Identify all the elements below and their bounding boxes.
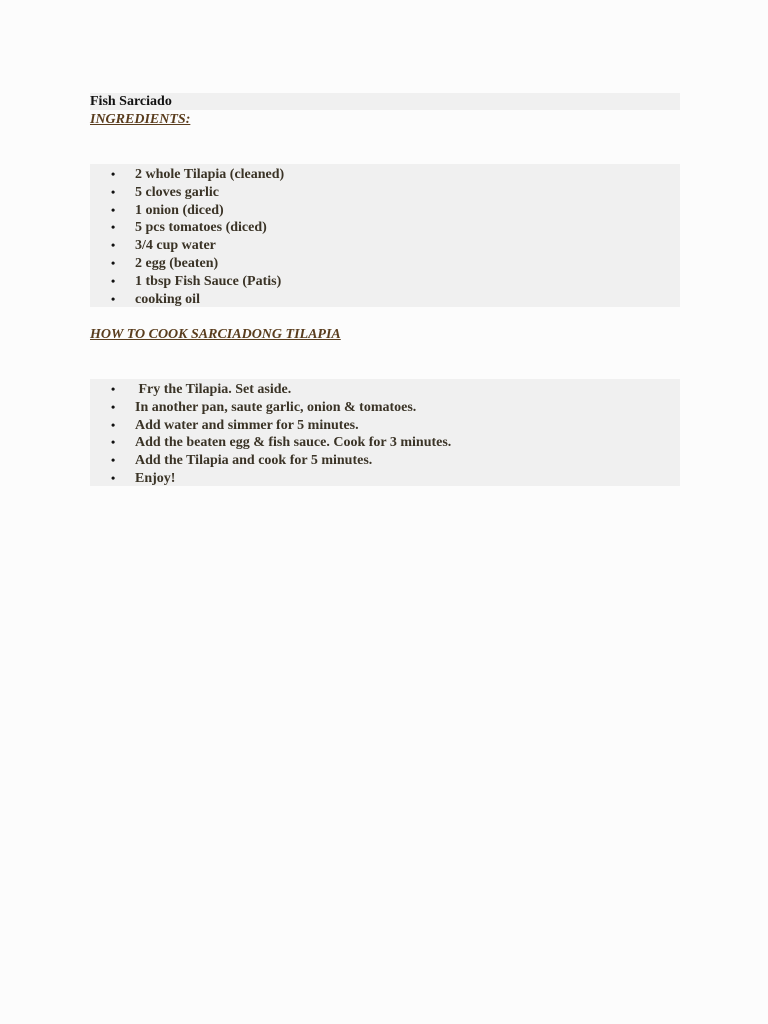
list-item (90, 237, 680, 255)
list-item (90, 255, 680, 273)
list-item (90, 291, 680, 309)
ingredient-text: 5 cloves garlic (135, 184, 219, 200)
title-highlight (90, 93, 680, 110)
step-text: In another pan, saute garlic, onion & tomatoes. (135, 399, 417, 415)
bullet-icon: • (111, 382, 116, 396)
bullet-icon: • (111, 435, 116, 450)
step-text: Add the beaten egg & fish sauce. Cook for 3 minutes. (135, 435, 452, 451)
ingredient-text: 2 egg (beaten) (135, 255, 219, 271)
list-item (90, 166, 680, 184)
step-text: Fry the Tilapia. Set aside. (135, 382, 292, 397)
step-text: Add water and simmer for 5 minutes. (135, 417, 359, 433)
list-item (90, 273, 680, 291)
bullet-icon: • (111, 255, 116, 270)
list-item (90, 381, 680, 399)
list-item (90, 202, 680, 220)
ingredients-list (90, 164, 680, 308)
ingredient-text: 5 pcs tomatoes (diced) (135, 220, 267, 236)
step-text: Add the Tilapia and cook for 5 minutes. (135, 453, 373, 469)
bullet-icon: • (111, 470, 116, 485)
ingredient-text: cooking oil (135, 291, 200, 307)
ingredient-text: 1 onion (diced) (135, 202, 224, 218)
ingredient-text: 1 tbsp Fish Sauce (Patis) (135, 273, 282, 289)
recipe-title: Fish Sarciado (90, 94, 172, 109)
list-item (90, 184, 680, 202)
steps-list-box (90, 379, 680, 486)
bullet-icon: • (111, 167, 116, 181)
step-text: Enjoy! (135, 470, 176, 486)
ingredients-heading: INGREDIENTS: (90, 112, 191, 127)
list-item (90, 399, 680, 417)
ingredient-text: 3/4 cup water (135, 238, 216, 254)
bullet-icon: • (111, 417, 116, 432)
bullet-icon: • (111, 202, 116, 217)
steps-list (90, 379, 680, 488)
list-item (90, 434, 680, 452)
list-item (90, 219, 680, 237)
method-heading: HOW TO COOK SARCIADONG TILAPIA (90, 327, 341, 342)
list-item (90, 417, 680, 435)
bullet-icon: • (111, 184, 116, 199)
bullet-icon: • (111, 273, 116, 288)
list-item (90, 470, 680, 488)
ingredient-text: 2 whole Tilapia (cleaned) (135, 167, 285, 182)
bullet-icon: • (111, 453, 116, 468)
ingredients-list-box (90, 164, 680, 307)
bullet-icon: • (111, 291, 116, 306)
bullet-icon: • (111, 238, 116, 253)
list-item (90, 452, 680, 470)
bullet-icon: • (111, 399, 116, 414)
bullet-icon: • (111, 220, 116, 235)
